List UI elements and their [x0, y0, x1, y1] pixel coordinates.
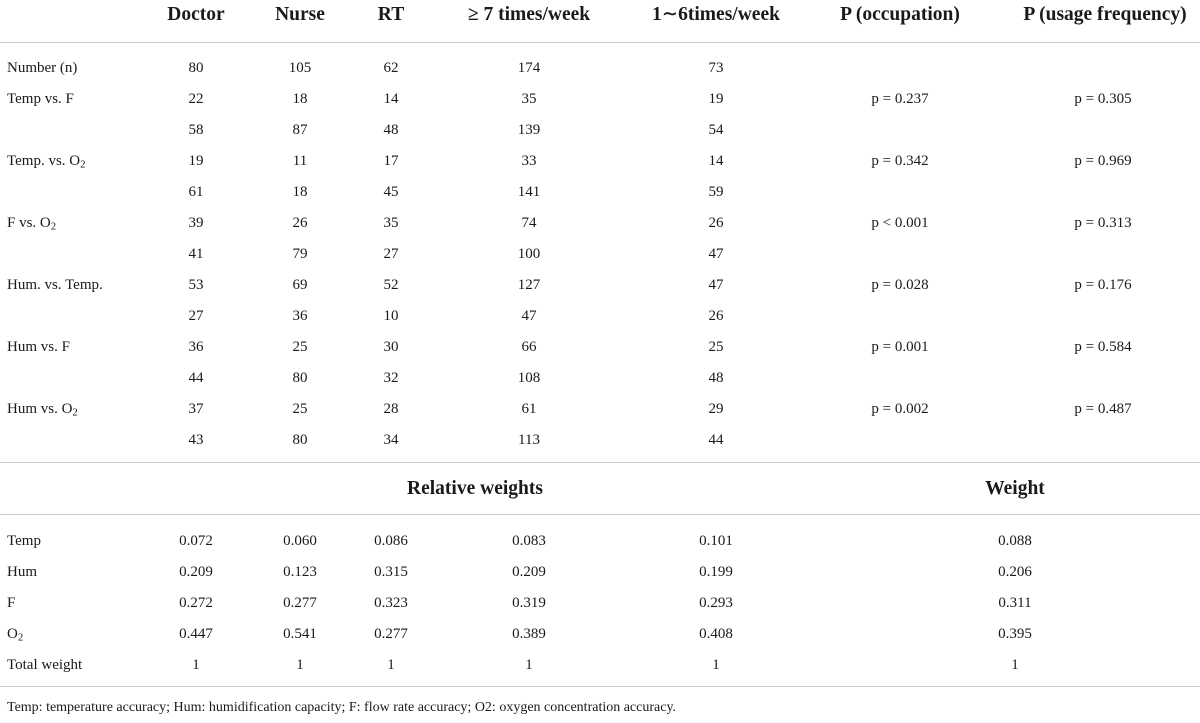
weights-rule: [0, 514, 1200, 515]
p-usage-frequency-cell: p = 0.584: [1074, 339, 1132, 355]
table-cell: 14: [708, 153, 724, 169]
p-usage-frequency-cell: p = 0.313: [1074, 215, 1132, 231]
table-cell: 59: [708, 184, 724, 200]
col-header-ge7: ≥ 7 times/week: [467, 4, 591, 25]
weight-cell: 0.447: [179, 626, 213, 642]
row-label-text: Total weight: [7, 657, 83, 673]
weight-cell: 0.086: [374, 533, 408, 549]
weight-cell: 0.209: [512, 564, 546, 580]
table-cell: 33: [521, 153, 537, 169]
table-cell: 25: [292, 339, 308, 355]
row-label-text: Hum vs. O: [7, 401, 73, 417]
weight-cell: 0.199: [699, 564, 733, 580]
table-cell: 27: [188, 308, 204, 324]
table-cell: 139: [517, 122, 541, 138]
col-header-nurse: Nurse: [275, 4, 325, 25]
section-rule: [0, 462, 1200, 463]
final-weight-cell: 1: [1011, 657, 1019, 673]
weight-cell: 0.277: [283, 595, 317, 611]
p-occupation-cell: p = 0.028: [871, 277, 929, 293]
table-cell: 35: [521, 91, 537, 107]
weight-cell: 0.541: [283, 626, 317, 642]
table-cell: 34: [383, 432, 399, 448]
table-cell: 29: [708, 401, 724, 417]
weight-cell: 0.060: [283, 533, 317, 549]
weight-cell: 0.101: [699, 533, 733, 549]
table-cell: 113: [518, 432, 540, 448]
row-label-subscript: 2: [72, 406, 78, 419]
table-cell: 108: [517, 370, 541, 386]
p-occupation-cell: p = 0.237: [871, 91, 929, 107]
p-usage-frequency-cell: p = 0.305: [1074, 91, 1132, 107]
table-cell: 47: [708, 277, 724, 293]
row-label-text: O: [7, 626, 18, 642]
table-cell: 74: [521, 215, 537, 231]
row-label: [7, 656, 82, 674]
final-weight-cell: 0.311: [998, 595, 1032, 611]
table-cell: 174: [517, 60, 541, 76]
weight-title: Weight: [985, 478, 1045, 499]
table-cell: 61: [188, 184, 204, 200]
table-cell: 22: [188, 91, 204, 107]
table-cell: 80: [188, 60, 204, 76]
weight-cell: 0.272: [179, 595, 213, 611]
table-cell: 100: [517, 246, 541, 262]
row-label-subscript: 2: [50, 220, 57, 233]
row-label: [7, 276, 103, 294]
footnote: Temp: temperature accuracy; Hum: humidification capacity; F: flow rate accuracy; O2: oxygen concentration accuracy.: [7, 700, 677, 715]
weight-cell: 0.277: [374, 626, 408, 642]
weight-cell: 1: [387, 657, 395, 673]
table-cell: 32: [383, 370, 399, 386]
weight-cell: 0.123: [283, 564, 317, 580]
table-cell: 47: [521, 308, 537, 324]
row-label-text: F vs. O: [7, 215, 51, 231]
table-cell: 52: [383, 277, 399, 293]
table-cell: 19: [708, 91, 724, 107]
table-cell: 36: [292, 308, 308, 324]
p-occupation-cell: p = 0.001: [871, 339, 929, 355]
col-header-doctor: Doctor: [167, 4, 225, 25]
row-label: [7, 338, 70, 356]
weight-cell: 0.315: [374, 564, 408, 580]
row-label-text: Number (n): [7, 60, 78, 76]
row-label: [7, 400, 78, 418]
row-label: [7, 152, 86, 170]
weight-cell: 1: [192, 657, 200, 673]
row-label: [7, 90, 74, 108]
table-cell: 54: [708, 122, 724, 138]
table-cell: 48: [383, 122, 399, 138]
p-usage-frequency-cell: p = 0.176: [1074, 277, 1132, 293]
table-cell: 87: [292, 122, 308, 138]
row-label: [7, 563, 37, 581]
weight-cell: 0.408: [699, 626, 733, 642]
table-cell: 73: [708, 60, 724, 76]
table-cell: 25: [708, 339, 724, 355]
table-cell: 18: [292, 91, 308, 107]
final-weight-cell: 0.206: [998, 564, 1032, 580]
row-label: [7, 214, 56, 232]
table-cell: 37: [188, 401, 204, 417]
row-label: [7, 594, 15, 612]
row-label-text: Hum vs. F: [7, 339, 70, 355]
table-cell: 26: [708, 215, 724, 231]
table-cell: 30: [383, 339, 399, 355]
table-cell: 62: [383, 60, 399, 76]
table-cell: 10: [383, 308, 399, 324]
col-header-p-occupation: P (occupation): [840, 4, 960, 25]
table-cell: 53: [188, 277, 204, 293]
bottom-rule: [0, 686, 1200, 687]
table-cell: 141: [517, 184, 541, 200]
table-cell: 79: [292, 246, 308, 262]
row-label-text: Hum: [7, 564, 37, 580]
row-label: [7, 532, 41, 550]
table-cell: 14: [383, 91, 399, 107]
table-cell: 45: [383, 184, 399, 200]
weight-cell: 0.319: [512, 595, 546, 611]
table-cell: 69: [292, 277, 308, 293]
final-weight-cell: 0.395: [998, 626, 1032, 642]
p-usage-frequency-cell: p = 0.487: [1074, 401, 1132, 417]
col-header-p-usage-frequency: P (usage frequency): [1023, 4, 1187, 25]
table-cell: 26: [708, 308, 724, 324]
table-cell: 28: [383, 401, 399, 417]
table-cell: 80: [292, 370, 308, 386]
table-cell: 25: [292, 401, 308, 417]
weight-cell: 0.209: [179, 564, 213, 580]
p-occupation-cell: p < 0.001: [871, 215, 929, 231]
weight-cell: 1: [296, 657, 304, 673]
col-header-rt: RT: [377, 4, 405, 25]
table-cell: 17: [383, 153, 399, 169]
col-header-1to6: 1∼6times/week: [652, 4, 780, 25]
weight-cell: 1: [712, 657, 720, 673]
table-cell: 44: [188, 370, 204, 386]
table-cell: 44: [708, 432, 724, 448]
row-label-text: Temp vs. F: [7, 91, 74, 107]
header-rule: [0, 42, 1200, 43]
relative-weights-title: Relative weights: [407, 478, 543, 499]
p-occupation-cell: p = 0.002: [871, 401, 929, 417]
table-cell: 58: [188, 122, 204, 138]
table-cell: 26: [292, 215, 308, 231]
table-cell: 127: [517, 277, 541, 293]
table-cell: 41: [188, 246, 204, 262]
table-cell: 105: [288, 60, 312, 76]
table-cell: 36: [188, 339, 204, 355]
row-label: [7, 59, 77, 77]
table-cell: 66: [521, 339, 537, 355]
table-cell: 80: [292, 432, 308, 448]
table-cell: 39: [188, 215, 204, 231]
table-cell: 47: [708, 246, 724, 262]
table-cell: 19: [188, 153, 204, 169]
row-label-text: Hum. vs. Temp.: [7, 277, 103, 293]
weight-cell: 0.083: [512, 533, 546, 549]
table-cell: 11: [292, 153, 308, 169]
table-cell: 18: [292, 184, 308, 200]
row-label-text: Temp. vs. O: [7, 153, 81, 169]
table-cell: 61: [521, 401, 537, 417]
weight-cell: 0.293: [699, 595, 733, 611]
table-cell: 35: [383, 215, 399, 231]
weight-cell: 0.389: [512, 626, 546, 642]
row-label-subscript: 2: [17, 631, 24, 644]
weight-cell: 0.323: [374, 595, 408, 611]
p-usage-frequency-cell: p = 0.969: [1074, 153, 1132, 169]
final-weight-cell: 0.088: [998, 533, 1032, 549]
table-cell: 43: [188, 432, 204, 448]
row-label-text: Temp: [7, 533, 41, 549]
weight-cell: 1: [525, 657, 533, 673]
row-label-text: F: [7, 595, 16, 611]
p-occupation-cell: p = 0.342: [871, 153, 929, 169]
table-cell: 27: [383, 246, 399, 262]
weight-cell: 0.072: [179, 533, 213, 549]
table-cell: 48: [708, 370, 724, 386]
row-label: [7, 625, 23, 643]
row-label-subscript: 2: [80, 158, 86, 171]
